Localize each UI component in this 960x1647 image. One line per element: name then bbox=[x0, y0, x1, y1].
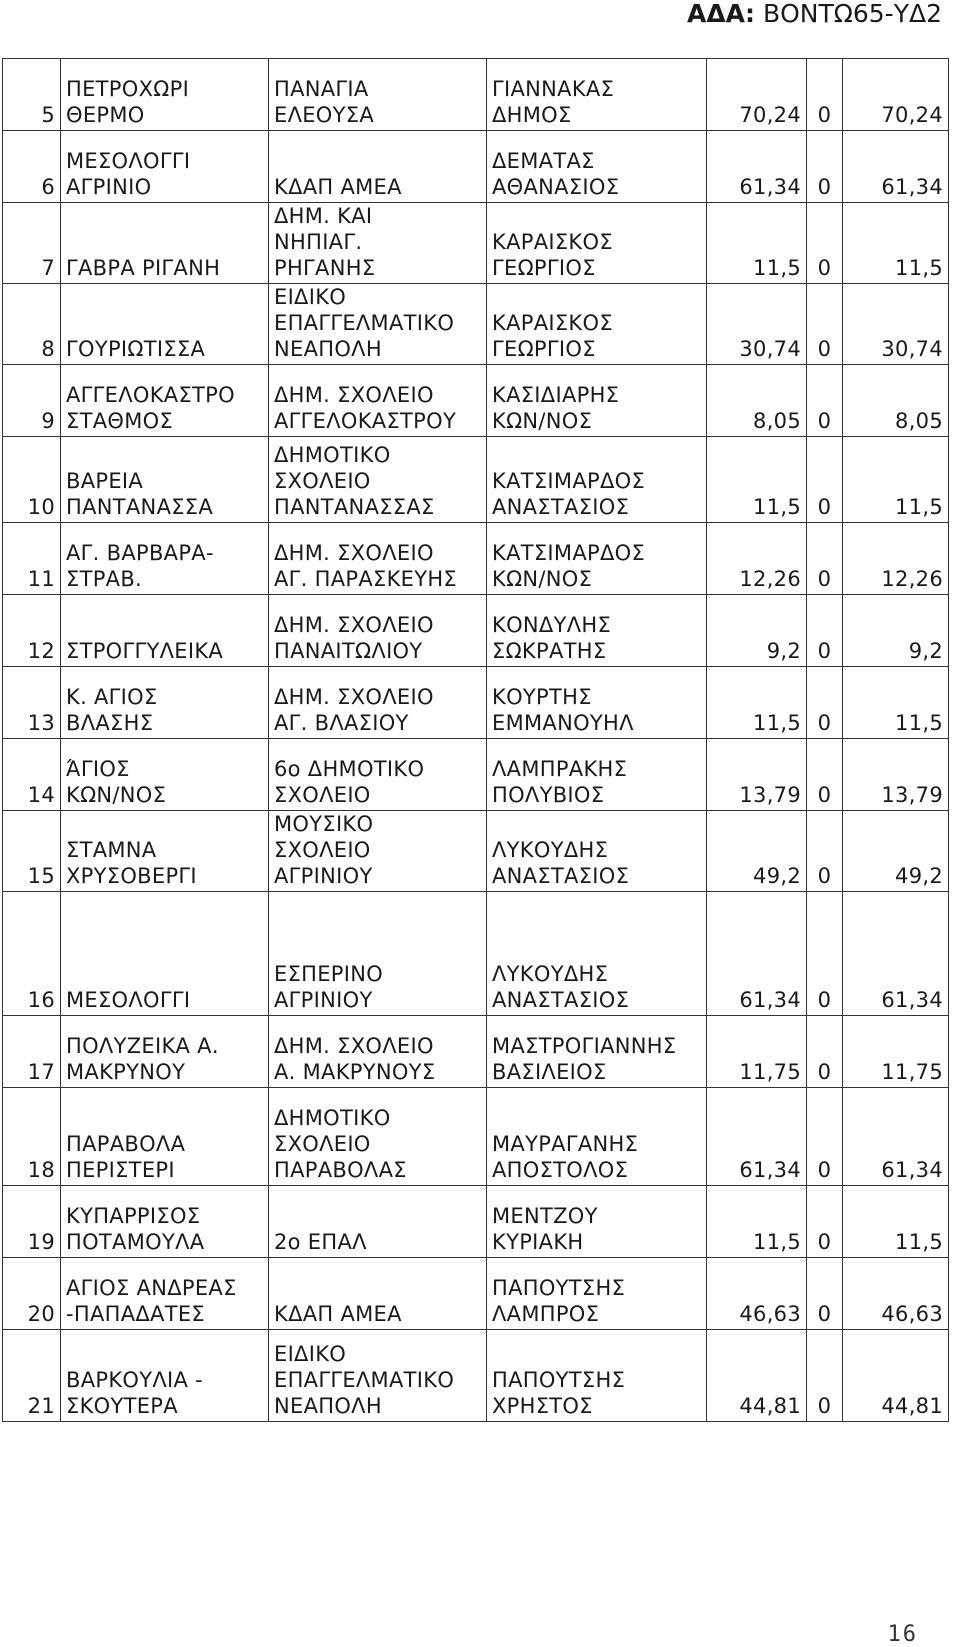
school-cell-line: ΠΑΝΤΑΝΑΣΣΑΣ bbox=[274, 495, 435, 519]
route-cell-line: ΣΚΟΥΤΕΡΑ bbox=[66, 1394, 178, 1418]
driver-cell-line: ΑΝΑΣΤΑΣΙΟΣ bbox=[492, 495, 630, 519]
amount-cell: 9,2 bbox=[707, 595, 807, 667]
school-cell-line: ΚΔΑΠ ΑΜΕΑ bbox=[274, 175, 402, 199]
school-cell bbox=[269, 892, 487, 1016]
amount-cell: 61,34 bbox=[707, 131, 807, 203]
school-cell-line: ΔΗΜ. ΣΧΟΛΕΙΟ bbox=[274, 541, 434, 565]
route-cell-line: ΣΤΑΘΜΟΣ bbox=[66, 409, 174, 433]
driver-cell bbox=[487, 365, 707, 437]
route-cell-line: ΘΕΡΜΟ bbox=[66, 103, 145, 127]
school-cell bbox=[269, 1258, 487, 1330]
route-cell bbox=[61, 1330, 269, 1422]
school-cell bbox=[269, 1016, 487, 1088]
school-cell-line: ΔΗΜ. ΣΧΟΛΕΙΟ bbox=[274, 685, 434, 709]
school-cell-line: ΠΑΝΑΙΤΩΛΙΟΥ bbox=[274, 639, 423, 663]
driver-cell-line: ΚΥΡΙΑΚΗ bbox=[492, 1230, 584, 1254]
driver-cell-line: ΜΑΣΤΡΟΓΙΑΝΝΗΣ bbox=[492, 1034, 677, 1058]
zero-cell: 0 bbox=[807, 523, 843, 595]
driver-cell-line: ΑΠΟΣΤΟΛΟΣ bbox=[492, 1158, 629, 1182]
driver-cell-line: ΚΑΤΣΙΜΑΡΔΟΣ bbox=[492, 541, 646, 565]
zero-cell: 0 bbox=[807, 203, 843, 284]
amount-cell: 11,5 bbox=[707, 437, 807, 523]
amount-cell: 11,5 bbox=[707, 203, 807, 284]
driver-cell bbox=[487, 892, 707, 1016]
total-cell: 61,34 bbox=[843, 892, 949, 1016]
total-cell: 8,05 bbox=[843, 365, 949, 437]
table-row bbox=[3, 739, 949, 811]
route-cell-line: ΠΑΝΤΑΝΑΣΣΑ bbox=[66, 495, 214, 519]
zero-cell: 0 bbox=[807, 131, 843, 203]
route-cell bbox=[61, 284, 269, 365]
school-cell-line: ΔΗΜ. ΣΧΟΛΕΙΟ bbox=[274, 613, 434, 637]
row-number: 17 bbox=[3, 1016, 61, 1088]
amount-cell: 61,34 bbox=[707, 1088, 807, 1186]
route-cell bbox=[61, 667, 269, 739]
school-cell-line: ΜΟΥΣΙΚΟ bbox=[274, 812, 374, 836]
driver-cell-line: ΕΜΜΑΝΟΥΗΛ bbox=[492, 711, 634, 735]
ada-header bbox=[687, 0, 942, 28]
school-cell-line: ΠΑΝΑΓΙΑ bbox=[274, 77, 369, 101]
row-number: 16 bbox=[3, 892, 61, 1016]
school-cell-line: ΕΣΠΕΡΙΝΟ bbox=[274, 962, 384, 986]
total-cell: 13,79 bbox=[843, 739, 949, 811]
route-cell-line: ΜΕΣΟΛΟΓΓΙ bbox=[66, 988, 191, 1012]
route-cell bbox=[61, 131, 269, 203]
driver-cell-line: ΔΕΜΑΤΑΣ bbox=[492, 149, 595, 173]
ada-label: ΑΔΑ: bbox=[686, 0, 756, 28]
route-cell-line: Κ. ΑΓΙΟΣ bbox=[66, 685, 158, 709]
school-cell bbox=[269, 203, 487, 284]
table-row bbox=[3, 1088, 949, 1186]
routes-table-body bbox=[3, 59, 949, 1422]
table-row bbox=[3, 523, 949, 595]
total-cell: 49,2 bbox=[843, 811, 949, 892]
route-cell-line: ΑΓΡΙΝΙΟ bbox=[66, 175, 152, 199]
driver-cell bbox=[487, 523, 707, 595]
table-row bbox=[3, 811, 949, 892]
route-cell-line: ΠΕΡΙΣΤΕΡΙ bbox=[66, 1158, 175, 1182]
driver-cell bbox=[487, 1186, 707, 1258]
driver-cell-line: ΑΝΑΣΤΑΣΙΟΣ bbox=[492, 988, 630, 1012]
zero-cell: 0 bbox=[807, 1330, 843, 1422]
school-cell-line: ΑΓ. ΠΑΡΑΣΚΕΥΗΣ bbox=[274, 567, 457, 591]
driver-cell-line: ΚΑΤΣΙΜΑΡΔΟΣ bbox=[492, 469, 646, 493]
driver-cell-line: ΑΘΑΝΑΣΙΟΣ bbox=[492, 175, 620, 199]
route-cell-line: ΜΕΣΟΛΟΓΓΙ bbox=[66, 149, 191, 173]
zero-cell: 0 bbox=[807, 1088, 843, 1186]
table-row bbox=[3, 365, 949, 437]
table-row bbox=[3, 1186, 949, 1258]
driver-cell-line: ΠΑΠΟΥΤΣΗΣ bbox=[492, 1276, 626, 1300]
driver-cell bbox=[487, 595, 707, 667]
school-cell-line: ΕΛΕΟΥΣΑ bbox=[274, 103, 374, 127]
school-cell-line: ΝΕΑΠΟΛΗ bbox=[274, 337, 382, 361]
table-row bbox=[3, 59, 949, 131]
amount-cell: 44,81 bbox=[707, 1330, 807, 1422]
school-cell bbox=[269, 667, 487, 739]
row-number: 12 bbox=[3, 595, 61, 667]
amount-cell: 11,75 bbox=[707, 1016, 807, 1088]
route-cell bbox=[61, 437, 269, 523]
school-cell-line: ΝΕΑΠΟΛΗ bbox=[274, 1394, 382, 1418]
route-cell bbox=[61, 811, 269, 892]
route-cell bbox=[61, 203, 269, 284]
school-cell bbox=[269, 523, 487, 595]
school-cell-line: ΡΗΓΑΝΗΣ bbox=[274, 256, 376, 280]
route-cell bbox=[61, 1186, 269, 1258]
total-cell: 11,5 bbox=[843, 667, 949, 739]
school-cell-line: Α. ΜΑΚΡΥΝΟΥΣ bbox=[274, 1060, 436, 1084]
amount-cell: 46,63 bbox=[707, 1258, 807, 1330]
route-cell-line: ΒΑΡΕΙΑ bbox=[66, 469, 144, 493]
row-number: 11 bbox=[3, 523, 61, 595]
driver-cell-line: ΣΩΚΡΑΤΗΣ bbox=[492, 639, 607, 663]
table-row bbox=[3, 595, 949, 667]
route-cell-line: ΠΟΛΥΖΕΙΚΑ Α. bbox=[66, 1034, 219, 1058]
route-cell-line: ΜΑΚΡΥΝΟΥ bbox=[66, 1060, 186, 1084]
school-cell bbox=[269, 1330, 487, 1422]
route-cell bbox=[61, 595, 269, 667]
driver-cell-line: ΚΑΡΑΙΣΚΟΣ bbox=[492, 311, 613, 335]
route-cell-line: -ΠΑΠΑΔΑΤΕΣ bbox=[66, 1302, 205, 1326]
driver-cell-line: ΛΥΚΟΥΔΗΣ bbox=[492, 962, 609, 986]
school-cell-line: ΣΧΟΛΕΙΟ bbox=[274, 783, 371, 807]
table-row bbox=[3, 437, 949, 523]
row-number: 15 bbox=[3, 811, 61, 892]
driver-cell-line: ΚΩΝ/ΝΟΣ bbox=[492, 409, 593, 433]
driver-cell bbox=[487, 59, 707, 131]
driver-cell bbox=[487, 667, 707, 739]
driver-cell bbox=[487, 1016, 707, 1088]
route-cell-line: ΠΟΤΑΜΟΥΛΑ bbox=[66, 1230, 205, 1254]
amount-cell: 12,26 bbox=[707, 523, 807, 595]
driver-cell-line: ΔΗΜΟΣ bbox=[492, 103, 572, 127]
total-cell: 61,34 bbox=[843, 131, 949, 203]
school-cell-line: ΔΗΜ. ΣΧΟΛΕΙΟ bbox=[274, 1034, 434, 1058]
driver-cell bbox=[487, 811, 707, 892]
table-row bbox=[3, 1016, 949, 1088]
route-cell bbox=[61, 523, 269, 595]
school-cell-line: 2ο ΕΠΑΛ bbox=[274, 1230, 367, 1254]
driver-cell-line: ΜΑΥΡΑΓΑΝΗΣ bbox=[492, 1132, 639, 1156]
row-number: 19 bbox=[3, 1186, 61, 1258]
table-row bbox=[3, 1330, 949, 1422]
zero-cell: 0 bbox=[807, 739, 843, 811]
row-number: 9 bbox=[3, 365, 61, 437]
driver-cell bbox=[487, 437, 707, 523]
school-cell-line: 6ο ΔΗΜΟΤΙΚΟ bbox=[274, 757, 425, 781]
route-cell-line: ΧΡΥΣΟΒΕΡΓΙ bbox=[66, 864, 197, 888]
route-cell-line: ΑΓΙΟΣ ΑΝΔΡΕΑΣ bbox=[66, 1276, 237, 1300]
route-cell bbox=[61, 1016, 269, 1088]
driver-cell-line: ΚΑΣΙΔΙΑΡΗΣ bbox=[492, 383, 620, 407]
driver-cell bbox=[487, 739, 707, 811]
driver-cell-line: ΛΑΜΠΡΑΚΗΣ bbox=[492, 757, 628, 781]
route-cell-line: ΒΑΡΚΟΥΛΙΑ - bbox=[66, 1368, 204, 1392]
route-cell-line: ΓΟΥΡΙΩΤΙΣΣΑ bbox=[66, 337, 206, 361]
zero-cell: 0 bbox=[807, 59, 843, 131]
table-row bbox=[3, 131, 949, 203]
school-cell-line: ΑΓΓΕΛΟΚΑΣΤΡΟΥ bbox=[274, 409, 457, 433]
school-cell-line: ΔΗΜ. ΚΑΙ bbox=[274, 204, 373, 228]
row-number: 18 bbox=[3, 1088, 61, 1186]
route-cell-line: ΣΤΑΜΝΑ bbox=[66, 838, 157, 862]
route-cell-line: ΑΓΓΕΛΟΚΑΣΤΡΟ bbox=[66, 383, 235, 407]
total-cell: 11,5 bbox=[843, 203, 949, 284]
page-number: 16 bbox=[887, 1622, 918, 1647]
driver-cell-line: ΧΡΗΣΤΟΣ bbox=[492, 1394, 593, 1418]
school-cell bbox=[269, 1088, 487, 1186]
school-cell-line: ΕΙΔΙΚΟ bbox=[274, 285, 347, 309]
school-cell-line: ΕΠΑΓΓΕΛΜΑΤΙΚΟ bbox=[274, 1368, 455, 1392]
driver-cell bbox=[487, 203, 707, 284]
route-cell-line: ΒΛΑΣΗΣ bbox=[66, 711, 154, 735]
row-number: 20 bbox=[3, 1258, 61, 1330]
driver-cell bbox=[487, 1258, 707, 1330]
zero-cell: 0 bbox=[807, 437, 843, 523]
school-cell-line: ΝΗΠΙΑΓ. bbox=[274, 230, 363, 254]
school-cell-line: ΕΠΑΓΓΕΛΜΑΤΙΚΟ bbox=[274, 311, 455, 335]
driver-cell-line: ΓΕΩΡΓΙΟΣ bbox=[492, 337, 596, 361]
route-cell-line: ΓΑΒΡΑ ΡΙΓΑΝΗ bbox=[66, 256, 221, 280]
total-cell: 61,34 bbox=[843, 1088, 949, 1186]
driver-cell bbox=[487, 131, 707, 203]
row-number: 7 bbox=[3, 203, 61, 284]
route-cell-line: ΚΥΠΑΡΡΙΣΟΣ bbox=[66, 1204, 201, 1228]
row-number: 5 bbox=[3, 59, 61, 131]
amount-cell: 30,74 bbox=[707, 284, 807, 365]
route-cell-line: ΠΑΡΑΒΟΛΑ bbox=[66, 1132, 186, 1156]
route-cell bbox=[61, 892, 269, 1016]
route-cell bbox=[61, 1088, 269, 1186]
school-cell bbox=[269, 365, 487, 437]
zero-cell: 0 bbox=[807, 284, 843, 365]
zero-cell: 0 bbox=[807, 667, 843, 739]
total-cell: 9,2 bbox=[843, 595, 949, 667]
school-cell-line: ΔΗΜΟΤΙΚΟ bbox=[274, 443, 391, 467]
route-cell-line: ΆΓΙΟΣ bbox=[66, 757, 130, 781]
total-cell: 11,5 bbox=[843, 1186, 949, 1258]
driver-cell-line: ΜΕΝΤΖΟΥ bbox=[492, 1204, 598, 1228]
total-cell: 46,63 bbox=[843, 1258, 949, 1330]
route-cell bbox=[61, 59, 269, 131]
school-cell-line: ΣΧΟΛΕΙΟ bbox=[274, 469, 371, 493]
amount-cell: 13,79 bbox=[707, 739, 807, 811]
total-cell: 12,26 bbox=[843, 523, 949, 595]
ada-code: ΒΟΝΤΩ65-ΥΔ2 bbox=[762, 0, 942, 28]
school-cell-line: ΑΓΡΙΝΙΟΥ bbox=[274, 864, 373, 888]
total-cell: 44,81 bbox=[843, 1330, 949, 1422]
driver-cell-line: ΚΟΝΔΥΛΗΣ bbox=[492, 613, 612, 637]
driver-cell-line: ΠΟΛΥΒΙΟΣ bbox=[492, 783, 605, 807]
route-cell-line: ΣΤΡΟΓΓΥΛΕΙΚΑ bbox=[66, 639, 224, 663]
amount-cell: 8,05 bbox=[707, 365, 807, 437]
school-cell-line: ΑΓΡΙΝΙΟΥ bbox=[274, 988, 373, 1012]
amount-cell: 49,2 bbox=[707, 811, 807, 892]
row-number: 6 bbox=[3, 131, 61, 203]
amount-cell: 11,5 bbox=[707, 667, 807, 739]
route-cell-line: ΑΓ. ΒΑΡΒΑΡΑ- bbox=[66, 541, 214, 565]
school-cell bbox=[269, 59, 487, 131]
total-cell: 11,5 bbox=[843, 437, 949, 523]
school-cell-line: ΣΧΟΛΕΙΟ bbox=[274, 1132, 371, 1156]
table-row bbox=[3, 284, 949, 365]
school-cell-line: ΔΗΜΟΤΙΚΟ bbox=[274, 1106, 391, 1130]
school-cell bbox=[269, 284, 487, 365]
school-cell bbox=[269, 739, 487, 811]
zero-cell: 0 bbox=[807, 1016, 843, 1088]
route-cell-line: ΣΤΡΑΒ. bbox=[66, 567, 143, 591]
school-cell bbox=[269, 1186, 487, 1258]
driver-cell-line: ΑΝΑΣΤΑΣΙΟΣ bbox=[492, 864, 630, 888]
route-cell-line: ΚΩΝ/ΝΟΣ bbox=[66, 783, 167, 807]
row-number: 13 bbox=[3, 667, 61, 739]
driver-cell-line: ΛΑΜΠΡΟΣ bbox=[492, 1302, 600, 1326]
table-row bbox=[3, 667, 949, 739]
school-cell bbox=[269, 811, 487, 892]
total-cell: 11,75 bbox=[843, 1016, 949, 1088]
total-cell: 70,24 bbox=[843, 59, 949, 131]
driver-cell-line: ΚΩΝ/ΝΟΣ bbox=[492, 567, 593, 591]
row-number: 10 bbox=[3, 437, 61, 523]
zero-cell: 0 bbox=[807, 365, 843, 437]
school-cell-line: ΔΗΜ. ΣΧΟΛΕΙΟ bbox=[274, 383, 434, 407]
driver-cell-line: ΒΑΣΙΛΕΙΟΣ bbox=[492, 1060, 607, 1084]
driver-cell-line: ΓΙΑΝΝΑΚΑΣ bbox=[492, 77, 615, 101]
zero-cell: 0 bbox=[807, 892, 843, 1016]
driver-cell-line: ΠΑΠΟΥΤΣΗΣ bbox=[492, 1368, 626, 1392]
driver-cell bbox=[487, 1330, 707, 1422]
driver-cell bbox=[487, 284, 707, 365]
table-row bbox=[3, 892, 949, 1016]
routes-table bbox=[2, 58, 949, 1422]
school-cell-line: ΚΔΑΠ ΑΜΕΑ bbox=[274, 1302, 402, 1326]
school-cell-line: ΕΙΔΙΚΟ bbox=[274, 1342, 347, 1366]
amount-cell: 70,24 bbox=[707, 59, 807, 131]
amount-cell: 61,34 bbox=[707, 892, 807, 1016]
route-cell-line: ΠΕΤΡΟΧΩΡΙ bbox=[66, 77, 190, 101]
driver-cell bbox=[487, 1088, 707, 1186]
driver-cell-line: ΛΥΚΟΥΔΗΣ bbox=[492, 838, 609, 862]
driver-cell-line: ΓΕΩΡΓΙΟΣ bbox=[492, 256, 596, 280]
route-cell bbox=[61, 1258, 269, 1330]
school-cell bbox=[269, 595, 487, 667]
driver-cell-line: ΚΟΥΡΤΗΣ bbox=[492, 685, 592, 709]
route-cell bbox=[61, 739, 269, 811]
zero-cell: 0 bbox=[807, 595, 843, 667]
driver-cell-line: ΚΑΡΑΙΣΚΟΣ bbox=[492, 230, 613, 254]
zero-cell: 0 bbox=[807, 1258, 843, 1330]
school-cell bbox=[269, 131, 487, 203]
row-number: 21 bbox=[3, 1330, 61, 1422]
school-cell-line: ΣΧΟΛΕΙΟ bbox=[274, 838, 371, 862]
amount-cell: 11,5 bbox=[707, 1186, 807, 1258]
row-number: 8 bbox=[3, 284, 61, 365]
row-number: 14 bbox=[3, 739, 61, 811]
school-cell bbox=[269, 437, 487, 523]
route-cell bbox=[61, 365, 269, 437]
table-row bbox=[3, 203, 949, 284]
zero-cell: 0 bbox=[807, 1186, 843, 1258]
school-cell-line: ΑΓ. ΒΛΑΣΙΟΥ bbox=[274, 711, 409, 735]
zero-cell: 0 bbox=[807, 811, 843, 892]
table-row bbox=[3, 1258, 949, 1330]
school-cell-line: ΠΑΡΑΒΟΛΑΣ bbox=[274, 1158, 407, 1182]
total-cell: 30,74 bbox=[843, 284, 949, 365]
